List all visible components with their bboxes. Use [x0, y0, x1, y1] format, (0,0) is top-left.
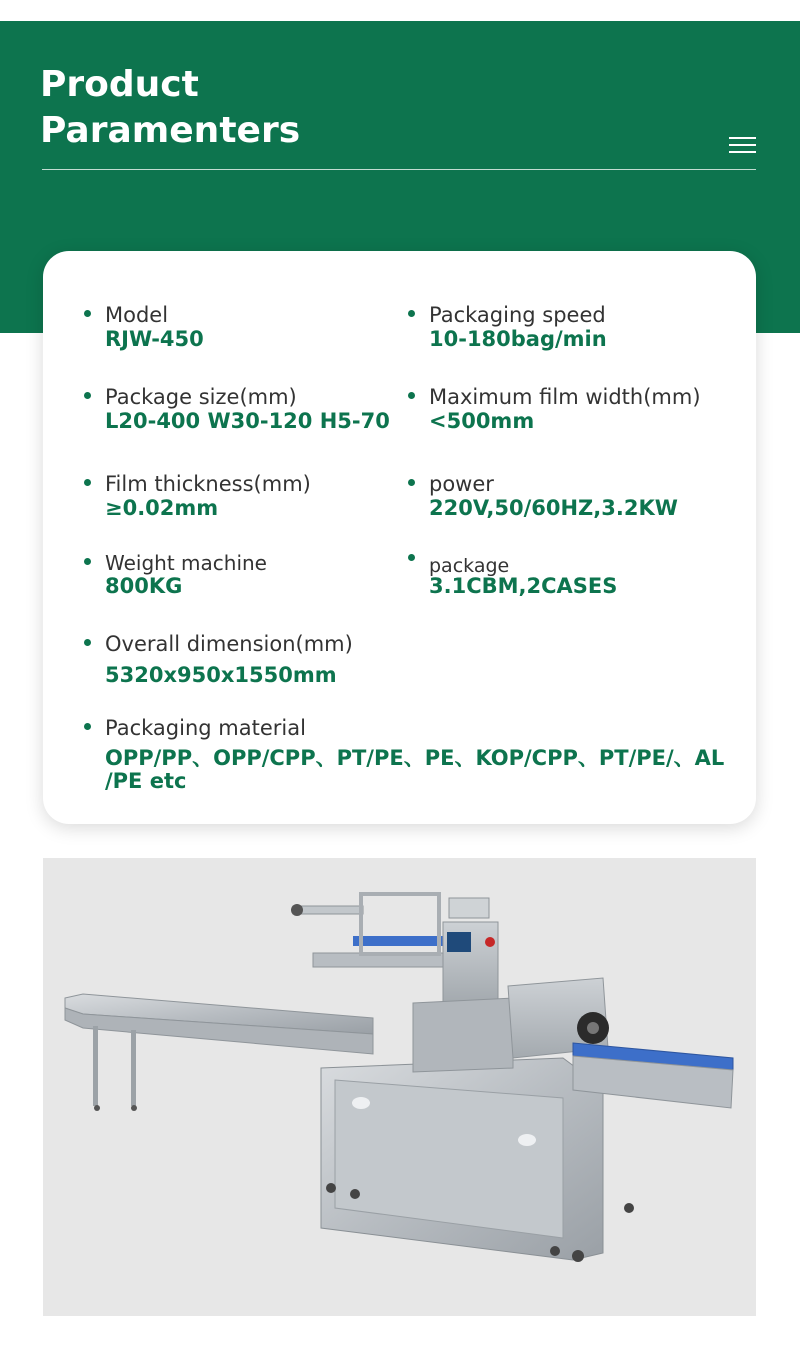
spec-label: Weight machine	[105, 551, 267, 575]
spec-label: Package size(mm)	[105, 385, 297, 409]
bullet-dot	[84, 639, 91, 646]
packaging-machine-illustration	[43, 858, 756, 1316]
spec-label: package	[429, 555, 510, 577]
header-divider	[42, 169, 756, 170]
spec-value: 800KG	[105, 574, 183, 598]
bullet-dot	[408, 479, 415, 486]
spec-label: Packaging material	[105, 716, 306, 740]
bullet-dot	[408, 554, 415, 561]
hamburger-menu-icon[interactable]	[729, 137, 756, 153]
spec-value: 220V,50/60HZ,3.2KW	[429, 496, 678, 520]
bullet-dot	[84, 558, 91, 565]
page-title	[40, 62, 300, 154]
spec-value: 5320x950x1550mm	[105, 663, 337, 687]
spec-label: power	[429, 472, 494, 496]
bullet-dot	[84, 392, 91, 399]
page-title-line-1: Product	[40, 64, 199, 105]
spec-card	[43, 251, 756, 824]
bullet-dot	[408, 310, 415, 317]
page-title-line-2: Paramenters	[40, 110, 301, 151]
bullet-dot	[84, 310, 91, 317]
bullet-dot	[84, 723, 91, 730]
spec-value: L20-400 W30-120 H5-70	[105, 409, 390, 433]
spec-value: OPP/PP、OPP/CPP、PT/PE、PE、KOP/CPP、PT/PE/、AL /PE etc	[105, 746, 725, 793]
spec-label: Film thickness(mm)	[105, 472, 311, 496]
spec-label: Packaging speed	[429, 303, 606, 327]
spec-label: Maximum film width(mm)	[429, 385, 701, 409]
spec-value: RJW-450	[105, 327, 204, 351]
spec-label: Overall dimension(mm)	[105, 632, 353, 656]
spec-value: 3.1CBM,2CASES	[429, 574, 618, 598]
spec-value: 10-180bag/min	[429, 327, 607, 351]
product-photo	[43, 858, 756, 1316]
bullet-dot	[408, 392, 415, 399]
spec-label: Model	[105, 303, 169, 327]
spec-value: <500mm	[429, 409, 535, 433]
spec-value: ≥0.02mm	[105, 496, 219, 520]
bullet-dot	[84, 479, 91, 486]
